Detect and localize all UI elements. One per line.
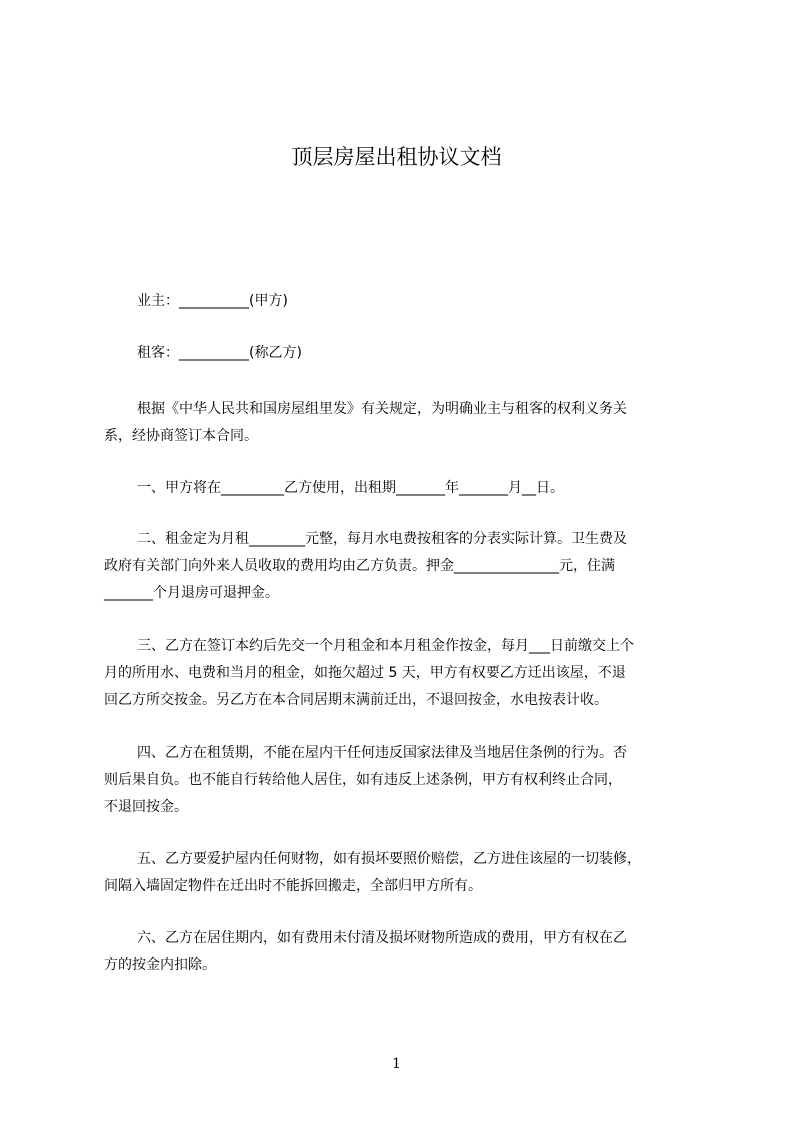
paragraph-line: 业主：__________(甲方) — [137, 293, 288, 309]
page-number: 1 — [392, 1056, 401, 1072]
paragraph-line: 四、乙方在租赁期，不能在屋内干任何违反国家法律及当地居住条例的行为。否 — [137, 745, 627, 761]
clause-4 — [104, 740, 708, 821]
paragraph-line: 间隔入墙固定物件在迁出时不能拆回搬走，全部归甲方所有。 — [104, 878, 482, 894]
clause-3 — [104, 633, 708, 714]
paragraph-line: 五、乙方要爱护屋内任何财物，如有损坏要照价赔偿，乙方进住该屋的一切装修， — [137, 851, 641, 867]
paragraph-line: 三、乙方在签订本约后先交一个月租金和本月租金作按金，每月___日前缴交上个 — [137, 638, 634, 654]
paragraph-line: 不退回按金。 — [104, 799, 188, 815]
clause-6 — [104, 925, 708, 979]
paragraph-line: 方的按金内扣除。 — [104, 957, 216, 973]
paragraph-line: 六、乙方在居住期内，如有费用未付清及损坏财物所造成的费用，甲方有权在乙 — [137, 930, 627, 946]
paragraph-line: 系，经协商签订本合同。 — [104, 428, 258, 444]
clause-2 — [104, 526, 708, 607]
paragraph-line: 回乙方所交按金。另乙方在本合同居期末满前迁出，不退回按金，水电按表计收。 — [104, 692, 608, 708]
paragraph-tenant — [104, 340, 708, 367]
clause-1 — [104, 475, 708, 502]
paragraph-line: 二、租金定为月租________元整，每月水电费按租客的分表实际计算。卫生费及 — [137, 531, 627, 547]
paragraph-preamble — [104, 396, 708, 450]
paragraph-line: 一、甲方将在_________乙方使用，出租期_______年_______月__日。 — [137, 480, 564, 496]
paragraph-landlord — [104, 288, 708, 315]
paragraph-line: 根据《中华人民共和国房屋组里发》有关规定，为明确业主与租客的权利义务关 — [137, 401, 627, 417]
paragraph-line: 则后果自负。也不能自行转给他人居住，如有违反上述条例，甲方有权利终止合同， — [104, 772, 622, 788]
paragraph-line: 政府有关部门向外来人员收取的费用均由乙方负责。押金_______________元，住满 — [104, 558, 615, 574]
clause-5 — [104, 846, 708, 900]
paragraph-line: 月的所用水、电费和当月的租金，如拖欠超过 5 天，甲方有权要乙方迁出该屋，不退 — [104, 665, 626, 681]
paragraph-line: 租客：__________(称乙方) — [137, 345, 302, 361]
paragraph-line: _______个月退房可退押金。 — [104, 585, 279, 601]
document-title: 顶层房屋出租协议文档 — [291, 145, 502, 169]
